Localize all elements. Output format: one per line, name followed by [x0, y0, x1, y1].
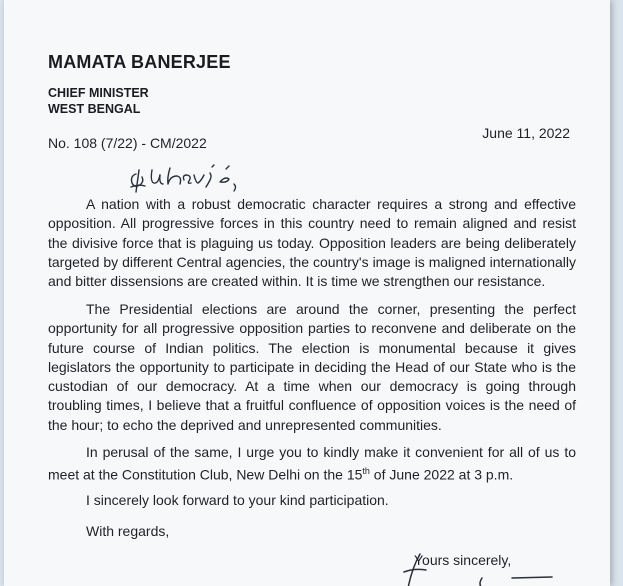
paragraph-3-text-end: of June 2022 at 3 p.m.	[369, 466, 514, 483]
date-superscript: th	[362, 466, 370, 477]
sender-title: CHIEF MINISTER	[48, 86, 149, 100]
paragraph-2	[48, 300, 576, 435]
letter-body	[4, 0, 610, 586]
forward-line: I sincerely look forward to your kind participation.	[86, 492, 389, 508]
letter-page	[4, 0, 610, 586]
paragraph-3	[48, 443, 576, 485]
handwritten-salutation	[122, 160, 302, 196]
paragraph-3-text: In perusal of the same, I urge you to kindly make it convenient for all of us to meet at the Constitution Club, New Delhi on the 15	[48, 444, 576, 483]
sender-name: MAMATA BANERJEE	[48, 52, 231, 72]
letter-date: June 11, 2022	[482, 125, 570, 141]
regards-line: With regards,	[86, 523, 170, 539]
paragraph-1	[48, 195, 576, 291]
reference-number: No. 108 (7/22) - CM/2022	[48, 135, 207, 151]
sender-state: WEST BENGAL	[48, 102, 141, 116]
sign-off: Yours sincerely,	[414, 552, 512, 568]
paragraph-1-text: A nation with a robust democratic character requires a strong and effective opposition. All progressive forces in this country need to remain aligned and resist the divisive force that is plaguing us today. Opposition leaders are being deliberately targeted by different Central agencies, the country's image is maligned internationally and bitter dissensions are created within. It is time we strengthen our resistance.	[48, 196, 576, 290]
paragraph-2-text: The Presidential elections are around the corner, presenting the perfect opportunity for all progressive opposition parties to reconvene and deliberate on the future course of Indian politics. The election is monumental because it gives legislators the opportunity to participate in deciding the Head of our State who is the custodian of our democracy. At a time when our democracy is going through troubling times, I believe that a fruitful confluence of opposition voices is the need of the hour; to echo the deprived and unrepresented communities.	[48, 301, 576, 433]
